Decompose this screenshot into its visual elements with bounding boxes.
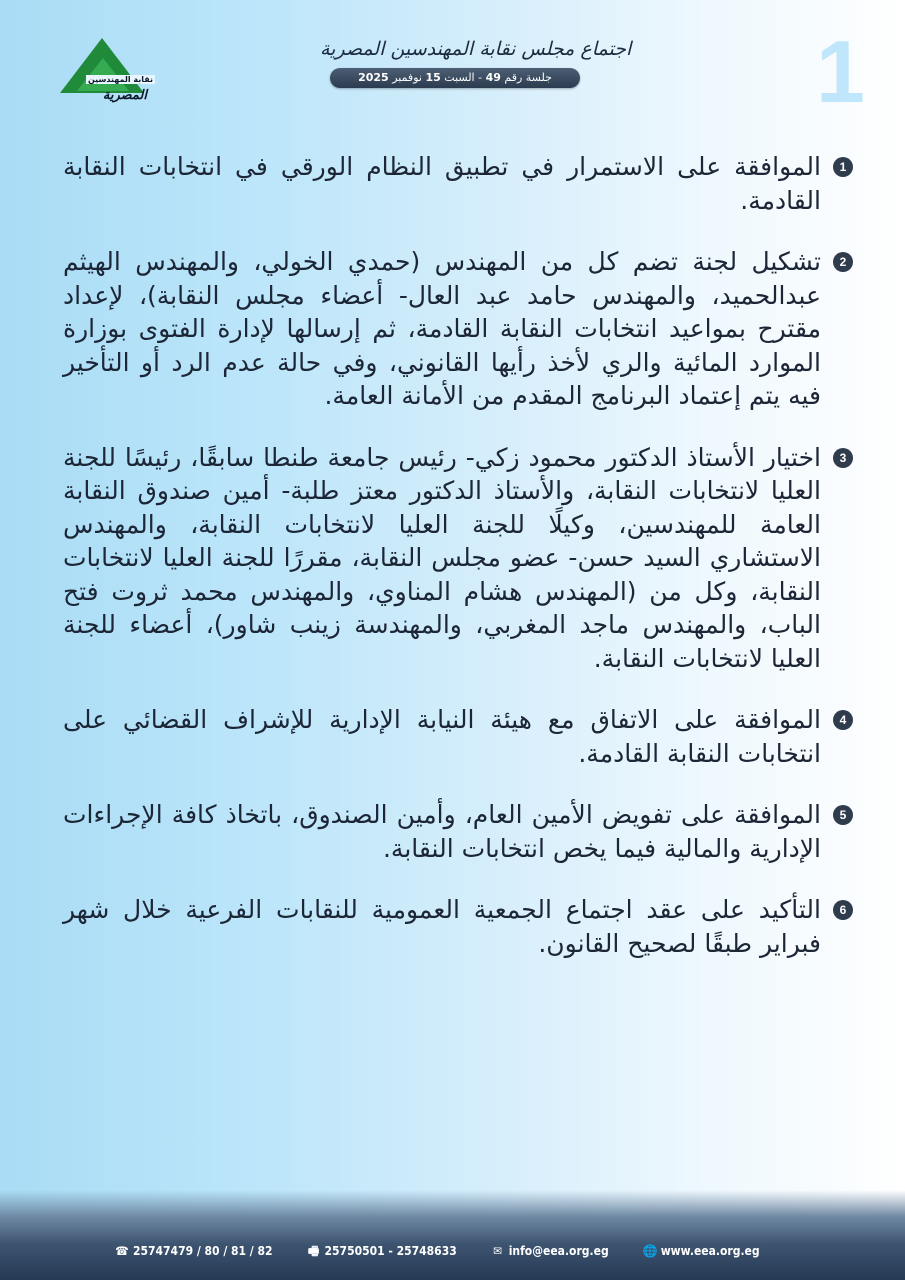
session-month: نوفمبر <box>392 71 422 84</box>
title-block <box>320 38 632 88</box>
phone-icon: ☎ <box>115 1243 129 1258</box>
decision-text: الموافقة على تفويض الأمين العام، وأمين الصندوق، باتخاذ كافة الإجراءات الإدارية والمالية فيما يخص انتخابات النقابة. <box>63 800 821 863</box>
decision-item-2 <box>63 245 853 413</box>
decision-item-5 <box>63 798 853 865</box>
globe-icon: 🌐 <box>642 1243 658 1258</box>
eea-logo <box>55 38 155 108</box>
website-contact[interactable] <box>643 1244 760 1258</box>
phone-contact <box>115 1244 273 1258</box>
session-badge <box>330 68 580 88</box>
session-prefix: جلسة رقم <box>504 71 552 84</box>
decision-text: اختيار الأستاذ الدكتور محمود زكي- رئيس جامعة طنطا سابقًا، رئيسًا للجنة العليا لانتخابات النقابة، والأستاذ الدكتور معتز طلبة- أمين صندوق النقابة العامة للمهندسين، وكيلًا للجنة العليا لانتخابات النقابة، والمهندس الاستشاري السيد حسن- عضو مجلس النقابة، مقررًا للجنة العليا لانتخابات النقابة، وكل من (المهندس هشام المناوي، والمهندس محمد ثروت فتح الباب، والمهندس ماجد المغربي، والمهندسة زينب شاور)، أعضاء للجنة العليا لانتخابات النقابة. <box>63 442 821 673</box>
header <box>0 0 905 130</box>
fax-icon: 🖷 <box>307 1243 320 1258</box>
logo-text-line2: المصرية <box>102 88 147 103</box>
number-badge-2: 2 <box>833 252 853 272</box>
page-title: اجتماع مجلس نقابة المهندسين المصرية <box>320 38 632 60</box>
number-badge-3: 3 <box>833 448 853 468</box>
decision-text: الموافقة على الاستمرار في تطبيق النظام الورقي في انتخابات النقابة القادمة. <box>63 152 821 215</box>
logo-text-line1: نقابة المهندسين <box>87 75 153 84</box>
email-address[interactable]: info@eea.org.eg <box>508 1244 609 1258</box>
session-number: 49 <box>485 71 501 84</box>
decisions-list <box>63 150 853 988</box>
number-badge-4: 4 <box>833 710 853 730</box>
decision-item-6 <box>63 893 853 960</box>
footer <box>0 1190 905 1280</box>
decision-item-3 <box>63 441 853 676</box>
number-badge-5: 5 <box>833 805 853 825</box>
fax-contact <box>307 1244 457 1258</box>
session-date-day: 15 <box>425 71 441 84</box>
decision-item-4 <box>63 703 853 770</box>
session-year: 2025 <box>358 71 389 84</box>
page-number: 1 <box>816 22 865 121</box>
decision-text: تشكيل لجنة تضم كل من المهندس (حمدي الخولي، والمهندس الهيثم عبدالحميد، والمهندس حامد عبد العال- أعضاء مجلس النقابة)، لإعداد مقترح بمواعيد انتخابات النقابة القادمة، ثم إرسالها لإدارة الفتوى بوزارة الموارد المائية والري لأخذ رأيها القانوني، وفي حالة عدم الرد أو التأخير فيه يتم إعتماد البرنامج المقدم من الأمانة العامة. <box>63 247 821 410</box>
fax-numbers: 25750501 - 25748633 <box>324 1244 457 1258</box>
decision-text: الموافقة على الاتفاق مع هيئة النيابة الإدارية للإشراف القضائي على انتخابات النقابة القادمة. <box>63 705 821 768</box>
contact-bar <box>115 1244 760 1258</box>
session-day: - السبت <box>444 71 483 84</box>
phone-numbers: 25747479 / 80 / 81 / 82 <box>133 1244 273 1258</box>
email-contact[interactable] <box>491 1244 609 1258</box>
website-url[interactable]: www.eea.org.eg <box>660 1244 760 1258</box>
number-badge-6: 6 <box>833 900 853 920</box>
envelope-icon: ✉ <box>493 1243 503 1258</box>
decision-item-1 <box>63 150 853 217</box>
decision-text: التأكيد على عقد اجتماع الجمعية العمومية للنقابات الفرعية خلال شهر فبراير طبقًا لصحيح القانون. <box>63 895 821 958</box>
number-badge-1: 1 <box>833 157 853 177</box>
